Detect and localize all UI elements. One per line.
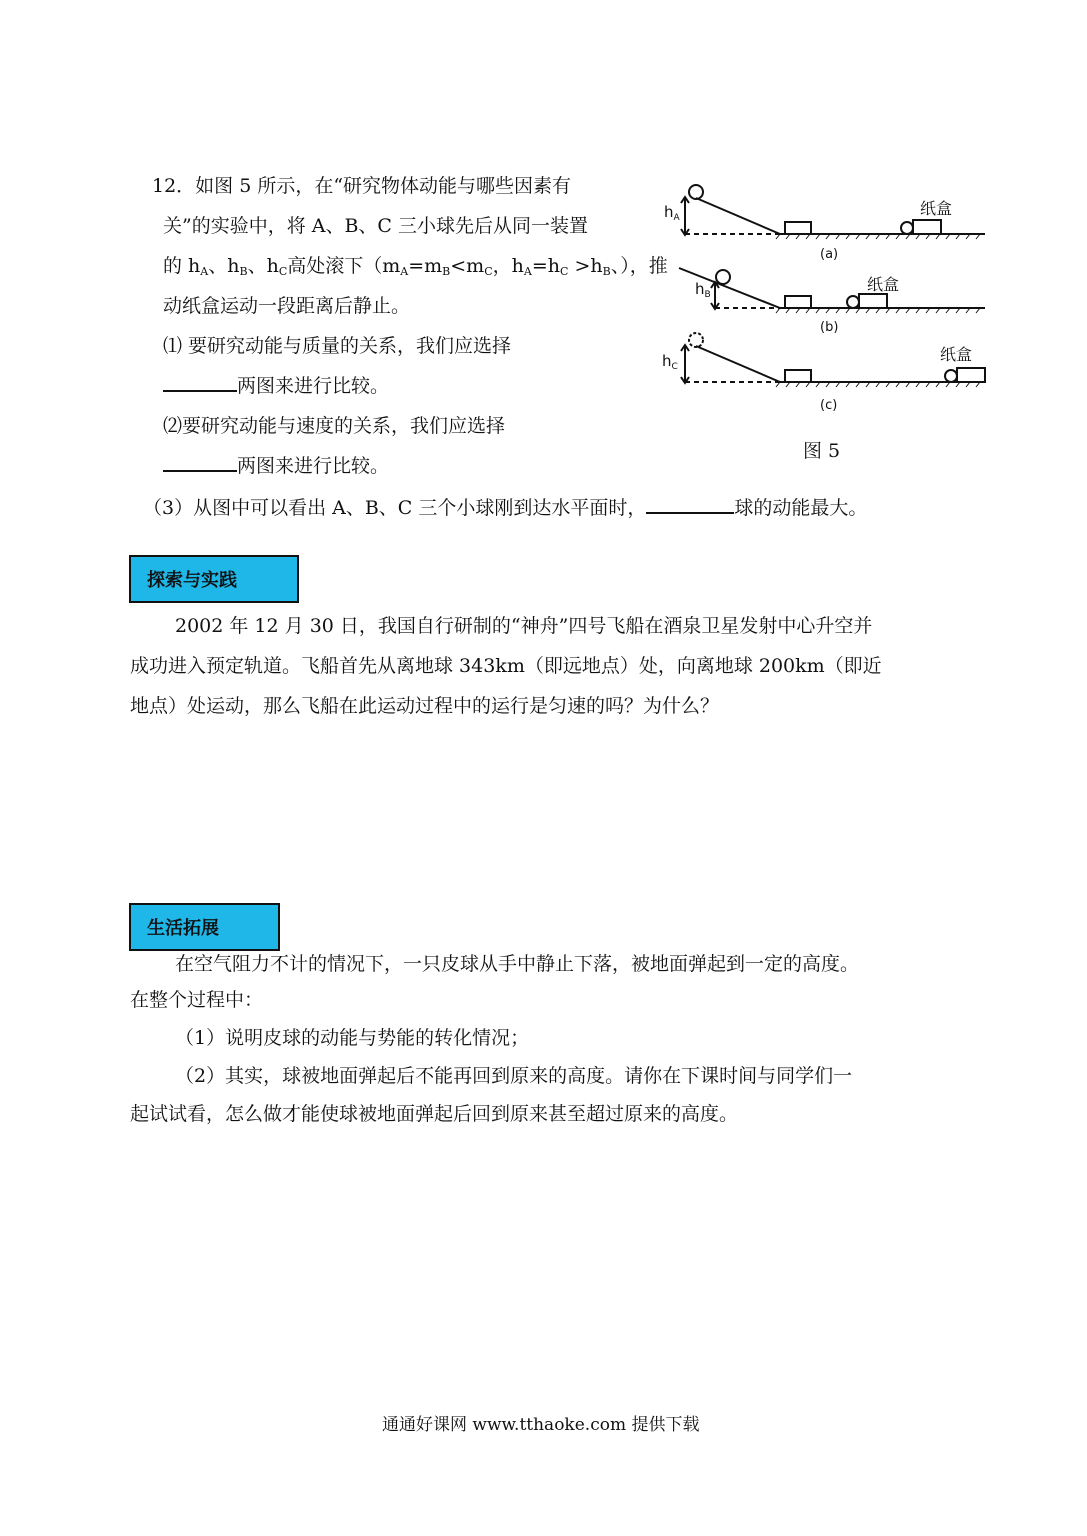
box-start-b	[785, 296, 811, 308]
box-start-a	[785, 222, 811, 234]
q12-sub3-line: （3）从图中可以看出 A、B、C 三个小球刚到达水平面时， 球的动能最大。	[143, 488, 867, 528]
q12-line4: 动纸盒运动一段距离后静止。	[163, 295, 411, 317]
label-h-a: $h_A$	[664, 203, 680, 223]
label-h-c: $h_C$	[662, 352, 678, 372]
box-end-b	[859, 294, 887, 308]
answer-blank-1[interactable]	[163, 368, 237, 392]
answer-blank-3[interactable]	[646, 490, 734, 514]
figure-5-diagram	[655, 180, 990, 425]
label-box-b: 纸盒	[867, 275, 900, 294]
box-start-c	[785, 370, 811, 382]
q12-line1: 12．如图 5 所示，在“研究物体动能与哪些因素有	[152, 175, 572, 197]
section2-item2-line1: （2）其实，球被地面弹起后不能再回到原来的高度。请你在下课时间与同学们一	[175, 1065, 853, 1087]
ball-stop-b	[847, 296, 859, 308]
ground-hatching	[776, 234, 980, 387]
section2-paragraph-line2: 在整个过程中：	[130, 989, 264, 1011]
ball-a	[689, 185, 703, 199]
section1-paragraph-line2: 成功进入预定轨道。飞船首先从离地球 343km（即远地点）处，向离地球 200km（即近	[130, 655, 882, 677]
panel-label-a: (a)	[820, 247, 839, 262]
box-end-c	[957, 368, 985, 382]
panel-label-b: (b)	[820, 320, 839, 335]
q12-sub1-answer-line: 两图来进行比较。	[163, 366, 389, 406]
q12-sub2-answer-line: 两图来进行比较。	[163, 446, 389, 486]
figure-caption: 图 5	[803, 440, 841, 462]
section2-paragraph-line1: 在空气阻力不计的情况下，一只皮球从手中静止下落，被地面弹起到一定的高度。	[175, 953, 860, 975]
section2-item1: （1）说明皮球的动能与势能的转化情况；	[175, 1027, 530, 1049]
section2-item2-line2: 起试试看，怎么做才能使球被地面弹起后回到原来甚至超过原来的高度。	[130, 1103, 739, 1125]
section1-paragraph-line3: 地点）处运动，那么飞船在此运动过程中的运行是匀速的吗？为什么？	[130, 695, 720, 717]
q12-sub2-question: ⑵要研究动能与速度的关系，我们应选择	[163, 415, 506, 437]
label-box-a: 纸盒	[920, 199, 953, 218]
q12-line2: 关”的实验中，将 A、B、C 三小球先后从同一装置	[163, 215, 589, 237]
answer-blank-2[interactable]	[163, 448, 237, 472]
ramp-a	[696, 198, 780, 234]
ball-stop-a	[901, 222, 913, 234]
section-title-explore-label: 探索与实践	[147, 570, 237, 591]
ball-b	[716, 270, 730, 284]
footer-credit: 通通好课网 www.tthaoke.com 提供下载	[382, 1415, 700, 1435]
ball-c	[689, 333, 703, 347]
section-title-life-label: 生活拓展	[147, 918, 219, 939]
section-title-explore	[129, 555, 299, 603]
q12-sub1-question: ⑴ 要研究动能与质量的关系，我们应选择	[163, 335, 512, 357]
label-box-c: 纸盒	[940, 345, 973, 364]
ball-stop-c	[945, 370, 957, 382]
section1-paragraph-line1: 2002 年 12 月 30 日，我国自行研制的“神舟”四号飞船在酒泉卫星发射中心升空并	[175, 615, 873, 637]
ramp-c	[696, 346, 780, 382]
panel-label-c: (c)	[820, 398, 838, 413]
q12-line3: 的 $h_A$、$h_B$、$h_C$高处滚下（$m_A=m_B<m_C$，$h_A=h_C >h_B$、），推	[163, 255, 668, 278]
box-end-a	[913, 220, 941, 234]
label-h-b: $h_B$	[695, 280, 711, 300]
